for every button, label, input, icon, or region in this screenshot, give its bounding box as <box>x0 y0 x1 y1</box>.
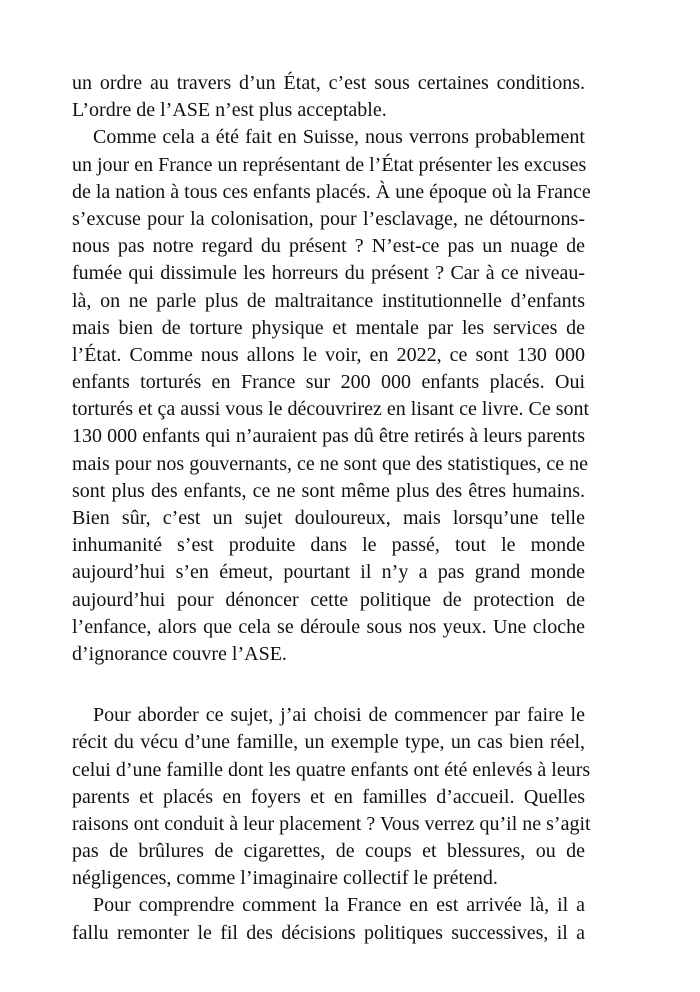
text-line: là, on ne parle plus de maltraitance institutionnelle d’enfants <box>72 289 585 312</box>
text-line: fallu remonter le fil des décisions politiques successives, il a <box>72 921 585 944</box>
text-line: inhumanité s’est produite dans le passé, tout le monde <box>72 534 585 557</box>
text-line: raisons ont conduit à leur placement ? Vous verrez qu’il ne s’agit <box>72 812 591 835</box>
text-line: sont plus des enfants, ce ne sont même plus des êtres humains. <box>72 479 585 502</box>
paragraph-2 <box>72 124 591 668</box>
text-line: celui d’une famille dont les quatre enfants ont été enlevés à leurs <box>72 758 591 781</box>
text-line: parents et placés en foyers et en familles d’accueil. Quelles <box>72 785 585 808</box>
text-line: fumée qui dissimule les horreurs du présent ? Car à ce niveau- <box>72 262 585 285</box>
text-line: pas de brûlures de cigarettes, de coups et blessures, ou de <box>72 840 585 863</box>
document-page <box>72 70 591 947</box>
text-line: aujourd’hui pour dénoncer cette politique de protection de <box>72 588 585 611</box>
text-line: un ordre au travers d’un État, c’est sous certaines conditions. <box>72 72 585 94</box>
text-line: Bien sûr, c’est un sujet douloureux, mais lorsqu’une telle <box>72 507 585 529</box>
text-line: récit du vécu d’une famille, un exemple type, un cas bien réel, <box>72 731 585 754</box>
text-line: 130 000 enfants qui n’auraient pas dû être retirés à leurs parents <box>72 425 585 448</box>
text-line: Comme cela a été fait en Suisse, nous verrons probablement <box>93 126 585 149</box>
text-line: mais bien de torture physique et mentale par les services de <box>72 316 585 339</box>
text-line: de la nation à tous ces enfants placés. À une époque où la France <box>72 180 591 203</box>
text-line: L’ordre de l’ASE n’est plus acceptable. <box>72 99 387 122</box>
text-line: l’enfance, alors que cela se déroule sous nos yeux. Une cloche <box>72 615 585 638</box>
section-gap <box>72 668 585 702</box>
text-line: l’État. Comme nous allons le voir, en 2022, ce sont 130 000 <box>72 343 585 366</box>
text-line: s’excuse pour la colonisation, pour l’esclavage, ne détournons- <box>72 207 585 230</box>
text-line: négligences, comme l’imaginaire collectif le prétend. <box>72 867 498 890</box>
paragraph-4 <box>72 892 585 946</box>
text-line: Pour aborder ce sujet, j’ai choisi de commencer par faire le <box>93 704 585 727</box>
text-line: mais pour nos gouvernants, ce ne sont que des statistiques, ce ne <box>72 452 588 475</box>
text-line: Pour comprendre comment la France en est arrivée là, il a <box>93 894 585 917</box>
text-line: nous pas notre regard du présent ? N’est-ce pas un nuage de <box>72 235 585 258</box>
text-line: d’ignorance couvre l’ASE. <box>72 642 287 665</box>
text-line: enfants torturés en France sur 200 000 enfants placés. Oui <box>72 371 585 394</box>
text-line: un jour en France un représentant de l’État présenter les excuses <box>72 153 587 176</box>
text-line: torturés et ça aussi vous le découvrirez en lisant ce livre. Ce sont <box>72 398 590 421</box>
text-line: aujourd’hui s’en émeut, pourtant il n’y a pas grand monde <box>72 561 585 584</box>
paragraph-1 <box>72 70 585 124</box>
paragraph-3 <box>72 702 591 892</box>
